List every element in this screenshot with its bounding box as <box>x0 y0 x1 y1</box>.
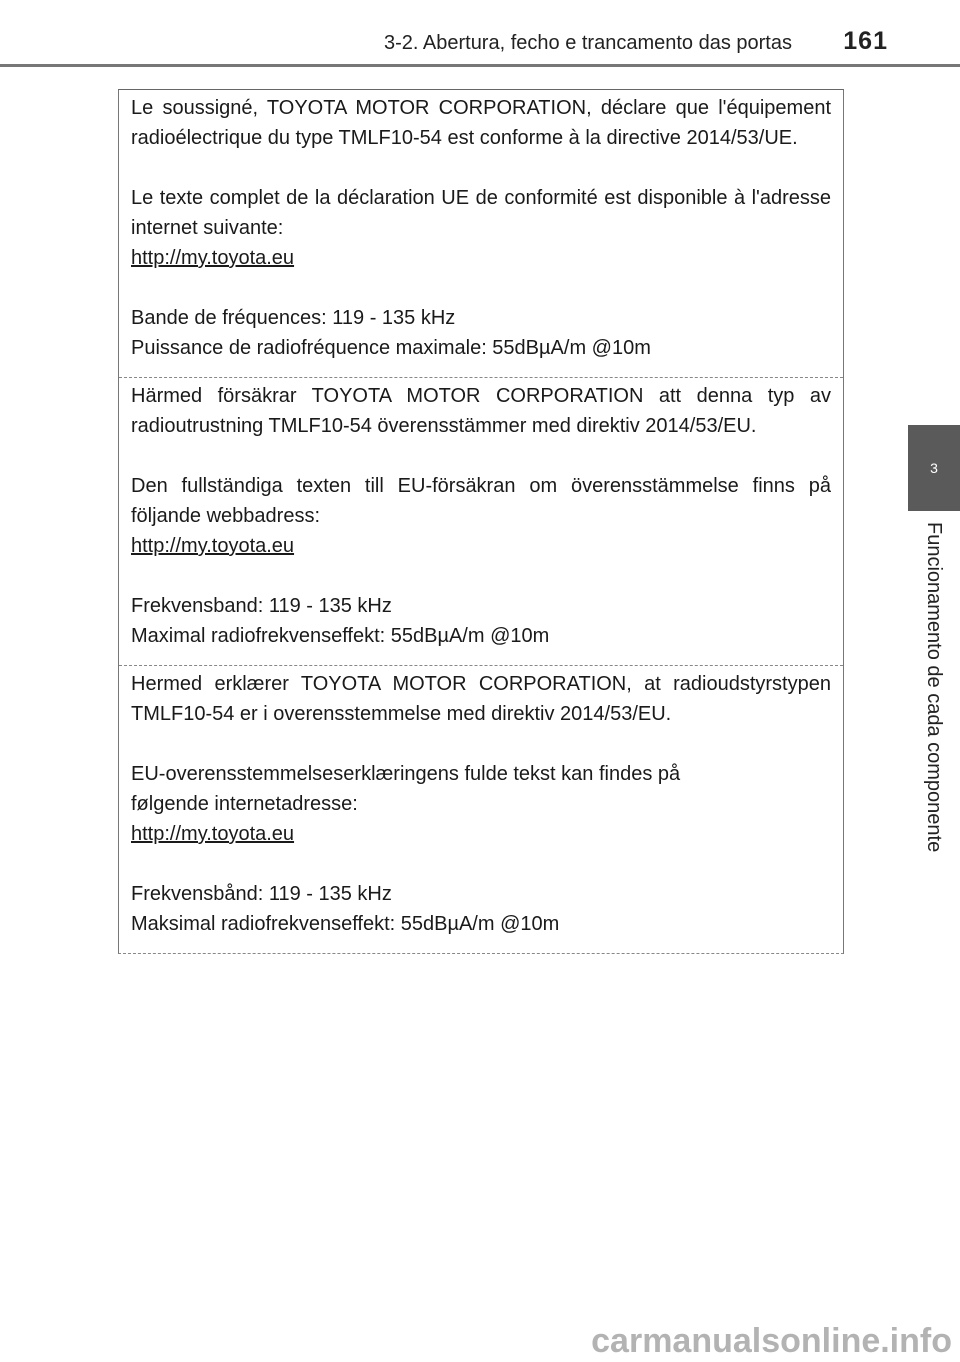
declaration-swedish <box>119 378 843 666</box>
max-power: Puissance de radiofréquence maximale: 55dBµA/m @10m <box>131 337 651 359</box>
declaration-availability: Le texte complet de la déclaration UE de conformité est disponible à l'adresse internet suivante: <box>131 187 831 239</box>
declaration-link[interactable]: http://my.toyota.eu <box>131 535 295 557</box>
declaration-link[interactable]: http://my.toyota.eu <box>131 823 295 845</box>
frequency-band: Frekvensbånd: 119 - 135 kHz <box>131 883 392 905</box>
declaration-link[interactable]: http://my.toyota.eu <box>131 247 295 269</box>
chapter-tab <box>908 425 960 511</box>
declaration-french <box>119 90 843 378</box>
chapter-label-text: Funcionamento de cada componente <box>923 522 945 853</box>
declaration-availability-line1: EU-overensstemmelseserklæringens fulde tekst kan findes på <box>131 763 681 785</box>
section-title: 3-2. Abertura, fecho e trancamento das portas <box>383 32 792 54</box>
declaration-statement: Hermed erklærer TOYOTA MOTOR CORPORATION, at radioudstyrstypen TMLF10-54 er i overensstemmelse med direktiv 2014/53/EU. <box>131 673 831 725</box>
page-number: 161 <box>843 27 888 55</box>
frequency-band: Bande de fréquences: 119 - 135 kHz <box>131 307 456 329</box>
max-power: Maksimal radiofrekvenseffekt: 55dBµA/m @10m <box>131 913 560 935</box>
max-power: Maximal radiofrekvenseffekt: 55dBµA/m @10m <box>131 625 550 647</box>
header-divider <box>0 64 960 67</box>
declaration-availability: Den fullständiga texten till EU-försäkran om överensstämmelse finns på följande webbadress: <box>131 475 831 527</box>
declaration-statement: Le soussigné, TOYOTA MOTOR CORPORATION, déclare que l'équipement radioélectrique du type TMLF10-54 est conforme à la directive 2014/53/UE. <box>131 97 831 149</box>
declaration-statement: Härmed försäkrar TOYOTA MOTOR CORPORATION att denna typ av radioutrustning TMLF10-54 överensstämmer med direktiv 2014/53/EU. <box>131 385 831 437</box>
chapter-number: 3 <box>930 460 938 476</box>
declaration-box <box>118 89 844 954</box>
frequency-band: Frekvensband: 119 - 135 kHz <box>131 595 392 617</box>
declaration-danish <box>119 666 843 953</box>
declaration-availability-line2: følgende internetadresse: <box>131 793 358 815</box>
watermark: carmanualsonline.info <box>591 1322 952 1360</box>
page-header <box>0 0 960 66</box>
